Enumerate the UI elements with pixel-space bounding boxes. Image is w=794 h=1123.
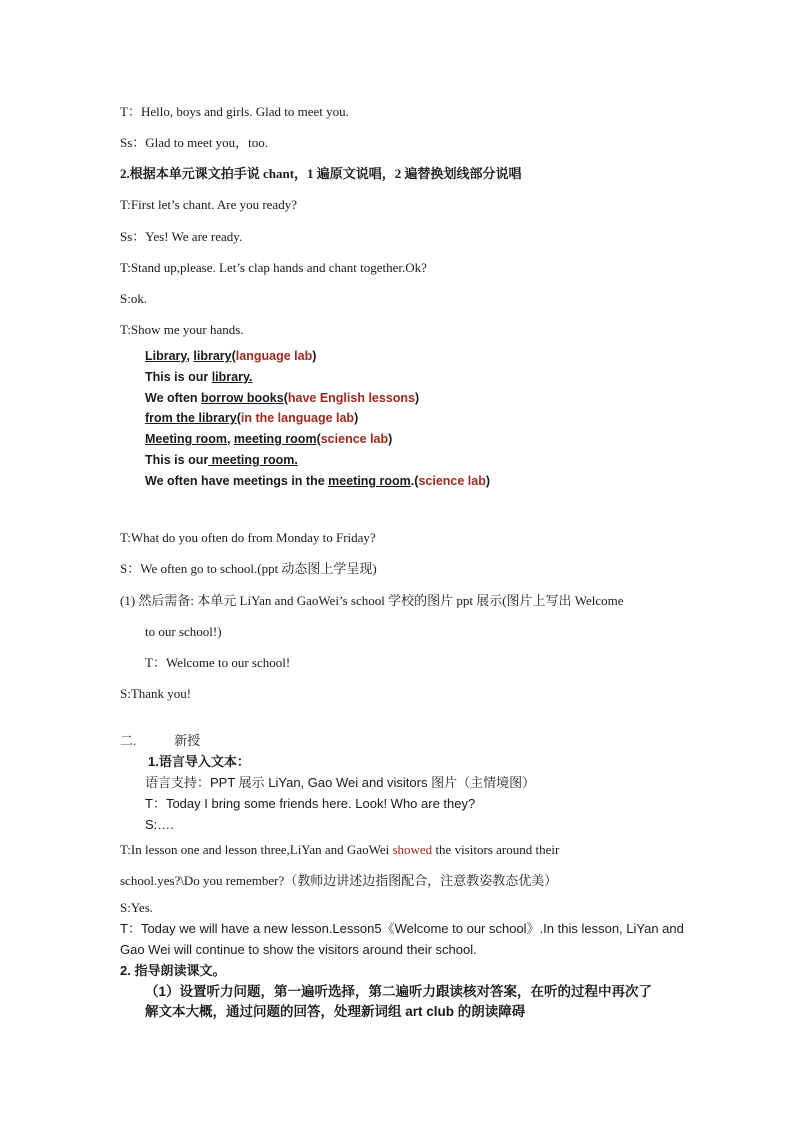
body-line: S:Yes. xyxy=(120,900,154,915)
chant-word: from the library xyxy=(145,411,237,425)
chant-text: This is our xyxy=(145,370,212,384)
chant-word: meeting room. xyxy=(208,453,298,467)
body-line: Gao Wei will continue to show the visitors around their school. xyxy=(120,942,477,957)
highlight-word: showed xyxy=(392,842,433,857)
dialogue-line: S：We often go to school.(ppt 动态图上学呈现) xyxy=(120,561,377,576)
body-line: 解文本大概，通过问题的回答，处理新词组 art club 的朗读障碍 xyxy=(145,1004,526,1019)
chant-line xyxy=(145,452,298,468)
chant-line xyxy=(145,410,358,426)
body-line: school.yes?\Do you remember?（教师边讲述边指图配合，注意教姿教态优美） xyxy=(120,873,558,888)
chant-line xyxy=(145,431,392,447)
dialogue-line: T：Welcome to our school! xyxy=(145,655,291,670)
chant-text: ( xyxy=(316,432,321,446)
chant-text: .( xyxy=(410,474,419,488)
body-line: （1）设置听力问题，第一遍听选择，第二遍听力跟读核对答案，在听的过程中再次了 xyxy=(145,984,653,999)
body-line xyxy=(120,842,559,858)
chant-text: ( xyxy=(231,349,236,363)
chant-replacement: in the language lab xyxy=(240,411,355,425)
dialogue-line: T:Show me your hands. xyxy=(120,322,244,337)
sub-heading: 2. 指导朗读课文。 xyxy=(120,963,226,978)
chant-word: library. xyxy=(211,370,253,384)
chant-text: This is our xyxy=(145,453,209,467)
dialogue-line: T:First let’s chant. Are you ready? xyxy=(120,197,297,212)
chant-word: Meeting room xyxy=(145,432,227,446)
chant-replacement: science lab xyxy=(320,432,389,446)
chant-word: library xyxy=(193,349,232,363)
dialogue-line: S:ok. xyxy=(120,291,148,306)
chant-word: borrow books xyxy=(201,391,284,405)
body-text: T:In lesson one and lesson three,LiYan and GaoWei xyxy=(120,842,393,857)
dialogue-line: T:What do you often do from Monday to Friday? xyxy=(120,530,376,545)
dialogue-line: T：Hello, boys and girls. Glad to meet you. xyxy=(120,104,349,119)
chant-word: meeting room xyxy=(328,474,411,488)
chant-text: We often have meetings in the xyxy=(145,474,329,488)
chant-line xyxy=(145,473,490,489)
chant-replacement: science lab xyxy=(418,474,486,488)
chant-text: , xyxy=(226,432,234,446)
chant-text: ) xyxy=(485,474,491,488)
chant-text: ) xyxy=(388,432,393,446)
chant-replacement: language lab xyxy=(235,349,313,363)
sub-heading: 1.语言导入文本： xyxy=(148,754,250,769)
chant-word: meeting room xyxy=(233,432,317,446)
chant-text: ( xyxy=(236,411,241,425)
chant-text: ( xyxy=(283,391,288,405)
chant-line xyxy=(145,348,316,364)
body-line: 语言支持：PPT 展示 LiYan, Gao Wei and visitors 图片（主情境图） xyxy=(145,775,536,790)
chant-word: Library xyxy=(145,349,187,363)
dialogue-line: (1) 然后需备: 本单元 LiYan and GaoWei’s school 学校的图片 ppt 展示(图片上写出 Welcome xyxy=(120,593,624,608)
dialogue-line: to our school!) xyxy=(145,624,222,639)
body-line: S:…. xyxy=(145,817,174,832)
chant-text: ) xyxy=(415,391,420,405)
section-number: 二. xyxy=(120,733,137,748)
chant-text: We often xyxy=(145,391,202,405)
chant-line xyxy=(145,369,252,385)
section-heading xyxy=(120,733,200,749)
dialogue-line: Ss：Yes! We are ready. xyxy=(120,229,243,244)
dialogue-line: S:Thank you! xyxy=(120,686,192,701)
chant-replacement: have English lessons xyxy=(287,391,415,405)
dialogue-line: Ss：Glad to meet you，too. xyxy=(120,135,269,150)
chant-line xyxy=(145,390,419,406)
step-heading: 2.根据本单元课文拍手说 chant，1 遍原文说唱，2 遍替换划线部分说唱 xyxy=(120,166,522,181)
dialogue-line: T:Stand up,please. Let’s clap hands and chant together.Ok? xyxy=(120,260,427,275)
body-line: T：Today we will have a new lesson.Lesson5《Welcome to our school》.In this lesson, LiYan and xyxy=(120,921,684,936)
section-title: 新授 xyxy=(174,733,201,748)
body-line: T：Today I bring some friends here. Look! Who are they? xyxy=(145,796,476,811)
chant-text: , xyxy=(186,349,194,363)
chant-text: ) xyxy=(312,349,317,363)
body-text: the visitors around their xyxy=(432,842,560,857)
chant-text: ) xyxy=(354,411,359,425)
